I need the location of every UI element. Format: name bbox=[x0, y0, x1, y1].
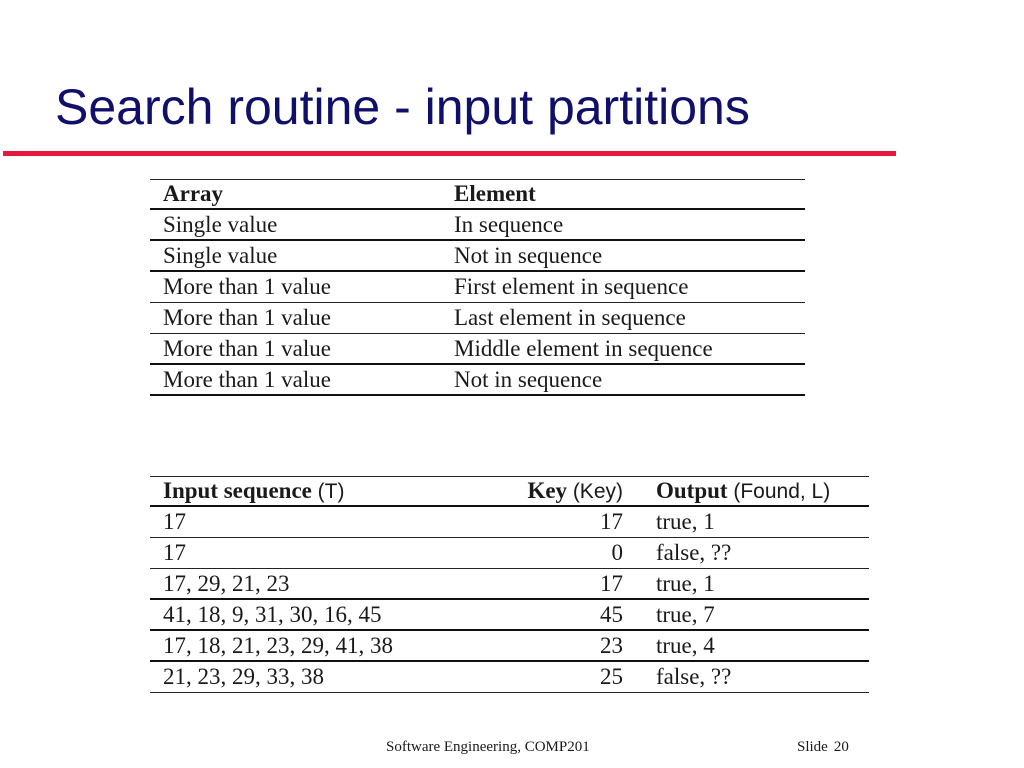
element-cell: Middle element in sequence bbox=[454, 335, 713, 361]
footer-course: Software Engineering, COMP201 bbox=[386, 739, 590, 755]
array-cell: Single value bbox=[163, 211, 278, 237]
input-sequence-cell: 17, 18, 21, 23, 29, 41, 38 bbox=[163, 632, 393, 658]
array-cell: Single value bbox=[163, 242, 278, 268]
footer-slide-number bbox=[797, 739, 849, 756]
input-sequence-cell: 41, 18, 9, 31, 30, 16, 45 bbox=[163, 601, 382, 627]
output-cell: true, 1 bbox=[656, 509, 715, 534]
array-cell: More than 1 value bbox=[163, 305, 331, 330]
table-row bbox=[150, 272, 805, 303]
table-row bbox=[150, 241, 805, 272]
element-cell: Not in sequence bbox=[454, 242, 603, 268]
table-row bbox=[150, 569, 869, 600]
header-input-sequence-label: Input sequence bbox=[163, 478, 312, 503]
element-cell: First element in sequence bbox=[454, 274, 689, 299]
key-cell: 45 bbox=[600, 601, 623, 627]
element-cell: Not in sequence bbox=[454, 366, 603, 392]
key-cell: 17 bbox=[600, 509, 623, 534]
input-sequence-cell: 17 bbox=[163, 540, 186, 565]
partition-table bbox=[150, 179, 805, 396]
header-input-sequence bbox=[150, 478, 493, 504]
input-sequence-cell: 21, 23, 29, 33, 38 bbox=[163, 664, 324, 689]
header-input-sequence-var: (T) bbox=[317, 480, 345, 503]
slide-label: Slide bbox=[797, 739, 828, 755]
title-underline bbox=[3, 151, 896, 156]
header-element: Element bbox=[454, 181, 536, 206]
array-cell: More than 1 value bbox=[163, 366, 331, 392]
key-cell: 23 bbox=[600, 632, 623, 658]
table-row bbox=[150, 303, 805, 334]
header-array: Array bbox=[163, 181, 224, 206]
output-cell: true, 1 bbox=[656, 570, 715, 596]
table-row bbox=[150, 365, 805, 396]
input-sequence-cell: 17, 29, 21, 23 bbox=[163, 570, 290, 596]
table-row bbox=[150, 507, 869, 538]
array-cell: More than 1 value bbox=[163, 335, 331, 361]
header-key bbox=[493, 478, 623, 504]
input-sequence-cell: 17 bbox=[163, 509, 186, 534]
test-header-row bbox=[150, 476, 869, 507]
table-row bbox=[150, 600, 869, 631]
slide-number: 20 bbox=[833, 739, 849, 755]
table-row bbox=[150, 334, 805, 365]
slide-title: Search routine - input partitions bbox=[55, 79, 750, 135]
table-row bbox=[150, 662, 869, 693]
output-cell: false, ?? bbox=[656, 664, 732, 689]
partition-header-row bbox=[150, 179, 805, 210]
table-row bbox=[150, 631, 869, 662]
table-row bbox=[150, 210, 805, 241]
key-cell: 0 bbox=[611, 540, 623, 565]
test-case-table bbox=[150, 476, 869, 693]
key-cell: 25 bbox=[600, 664, 623, 689]
key-cell: 17 bbox=[600, 570, 623, 596]
output-cell: true, 7 bbox=[656, 601, 715, 627]
header-output-var: (Found, L) bbox=[733, 480, 831, 503]
header-output bbox=[623, 478, 869, 504]
table-row bbox=[150, 538, 869, 569]
element-cell: In sequence bbox=[454, 211, 564, 237]
output-cell: false, ?? bbox=[656, 540, 732, 565]
header-key-label: Key bbox=[527, 478, 568, 503]
header-key-var: (Key) bbox=[572, 480, 623, 503]
element-cell: Last element in sequence bbox=[454, 305, 686, 330]
output-cell: true, 4 bbox=[656, 632, 715, 658]
array-cell: More than 1 value bbox=[163, 274, 331, 299]
header-output-label: Output bbox=[656, 478, 728, 503]
